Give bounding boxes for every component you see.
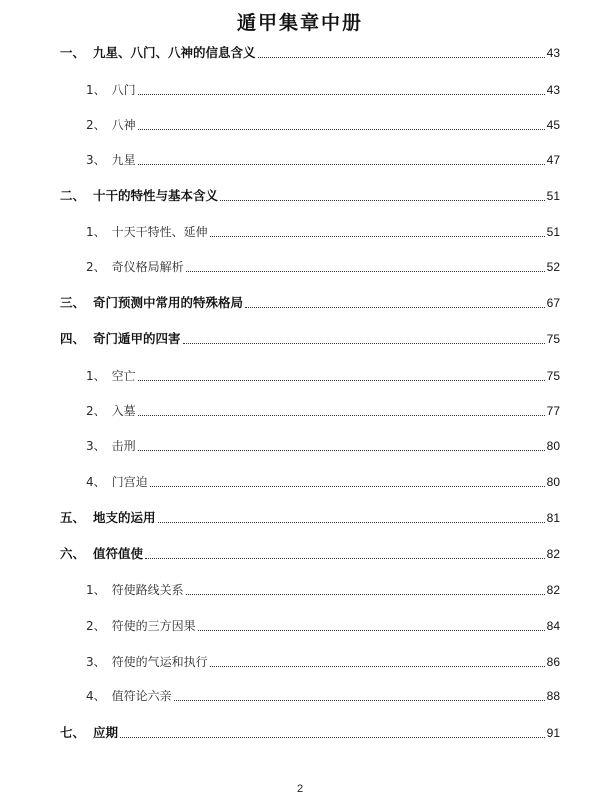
toc-entry-page: 43 <box>546 46 560 60</box>
toc-entry-label: 应期 <box>93 725 119 740</box>
toc-entry-subsection[interactable] <box>86 113 560 133</box>
toc-entry-label: 门宫迫 <box>111 475 148 489</box>
toc-entry-number: 1、 <box>86 583 106 597</box>
toc-entry-label: 符使路线关系 <box>111 583 184 597</box>
toc-entry-number: 2、 <box>86 619 106 633</box>
toc-entry-page: 80 <box>546 475 560 489</box>
toc-entry-number: 四、 <box>60 331 86 346</box>
toc-entry-number: 4、 <box>86 475 106 489</box>
toc-entry-subsection[interactable] <box>86 364 560 384</box>
toc-entry-subsection[interactable] <box>86 78 560 98</box>
toc-entry-number: 1、 <box>86 369 106 383</box>
toc-entry-page: 88 <box>546 689 560 703</box>
toc-entry-number: 六、 <box>60 546 86 561</box>
toc-entry-section-1[interactable] <box>60 41 560 61</box>
toc-entry-page: 43 <box>546 83 560 97</box>
toc-entry-subsection[interactable] <box>86 684 560 704</box>
dot-leader <box>145 558 545 559</box>
toc-entry-label: 符使的气运和执行 <box>111 655 208 669</box>
toc-entry-number: 2、 <box>86 404 106 418</box>
toc-entry-number: 七、 <box>60 725 86 740</box>
toc-entry-page: 51 <box>546 225 560 239</box>
dot-leader <box>245 307 545 308</box>
toc-entry-section-3[interactable] <box>60 291 560 311</box>
toc-entry-number: 五、 <box>60 510 86 525</box>
toc-entry-page: 82 <box>546 583 560 597</box>
toc-entry-section-5[interactable] <box>60 506 560 526</box>
toc-entry-page: 81 <box>546 511 560 525</box>
toc-entry-section-2[interactable] <box>60 184 560 204</box>
toc-entry-label: 奇门遁甲的四害 <box>93 331 181 346</box>
toc-entry-page: 80 <box>546 439 560 453</box>
toc-entry-number: 一、 <box>60 45 86 60</box>
toc-entry-subsection[interactable] <box>86 614 560 634</box>
toc-entry-page: 75 <box>546 369 560 383</box>
toc-entry-page: 51 <box>546 189 560 203</box>
toc-entry-subsection[interactable] <box>86 470 560 490</box>
toc-entry-number: 1、 <box>86 225 106 239</box>
toc-entry-label: 值符论六亲 <box>111 689 172 703</box>
toc-entry-number: 3、 <box>86 153 106 167</box>
toc-entry-page: 45 <box>546 118 560 132</box>
dot-leader <box>186 271 545 272</box>
toc-entry-number: 3、 <box>86 439 106 453</box>
toc-entry-page: 47 <box>546 153 560 167</box>
page-number: 2 <box>296 783 304 795</box>
dot-leader <box>138 380 545 381</box>
document-title: 遁甲集章中册 <box>236 12 363 34</box>
toc-entry-section-6[interactable] <box>60 542 560 562</box>
toc-entry-number: 二、 <box>60 188 86 203</box>
toc-entry-number: 三、 <box>60 295 86 310</box>
toc-entry-subsection[interactable] <box>86 220 560 240</box>
toc-entry-subsection[interactable] <box>86 399 560 419</box>
dot-leader <box>150 486 545 487</box>
toc-entry-page: 86 <box>546 655 560 669</box>
toc-entry-label: 八门 <box>111 83 136 97</box>
toc-entry-page: 75 <box>546 332 560 346</box>
toc-entry-number: 3、 <box>86 655 106 669</box>
toc-entry-section-7[interactable] <box>60 721 560 741</box>
toc-entry-label: 击刑 <box>111 439 136 453</box>
dot-leader <box>258 57 545 58</box>
toc-entry-page: 91 <box>546 726 560 740</box>
toc-entry-label: 奇仪格局解析 <box>111 260 184 274</box>
toc-entry-label: 值符值使 <box>93 546 144 561</box>
toc-entry-number: 4、 <box>86 689 106 703</box>
toc-entry-subsection[interactable] <box>86 578 560 598</box>
toc-entry-number: 2、 <box>86 118 106 132</box>
toc-entry-label: 九星、八门、八神的信息含义 <box>93 45 256 60</box>
toc-entry-subsection[interactable] <box>86 434 560 454</box>
toc-entry-label: 地支的运用 <box>93 510 156 525</box>
toc-entry-number: 2、 <box>86 260 106 274</box>
dot-leader <box>138 450 545 451</box>
dot-leader <box>138 415 545 416</box>
toc-entry-label: 九星 <box>111 153 136 167</box>
toc-entry-page: 82 <box>546 547 560 561</box>
dot-leader <box>210 236 545 237</box>
toc-entry-section-4[interactable] <box>60 327 560 347</box>
toc-entry-label: 十天干特性、延伸 <box>111 225 208 239</box>
dot-leader <box>138 129 545 130</box>
dot-leader <box>120 737 545 738</box>
toc-entry-label: 空亡 <box>111 369 136 383</box>
toc-entry-label: 八神 <box>111 118 136 132</box>
toc-entry-label: 十干的特性与基本含义 <box>93 188 219 203</box>
toc-entry-page: 67 <box>546 296 560 310</box>
dot-leader <box>220 200 545 201</box>
toc-entry-label: 奇门预测中常用的特殊格局 <box>93 295 244 310</box>
toc-entry-subsection[interactable] <box>86 650 560 670</box>
toc-entry-subsection[interactable] <box>86 255 560 275</box>
dot-leader <box>138 164 545 165</box>
toc-entry-label: 符使的三方因果 <box>111 619 196 633</box>
toc-entry-page: 84 <box>546 619 560 633</box>
dot-leader <box>198 630 545 631</box>
toc-entry-subsection[interactable] <box>86 148 560 168</box>
dot-leader <box>210 666 545 667</box>
toc-entry-label: 入墓 <box>111 404 136 418</box>
dot-leader <box>174 700 545 701</box>
dot-leader <box>138 94 545 95</box>
dot-leader <box>158 522 545 523</box>
toc-entry-page: 77 <box>546 404 560 418</box>
toc-entry-number: 1、 <box>86 83 106 97</box>
dot-leader <box>183 343 545 344</box>
dot-leader <box>186 594 545 595</box>
toc-entry-page: 52 <box>546 260 560 274</box>
